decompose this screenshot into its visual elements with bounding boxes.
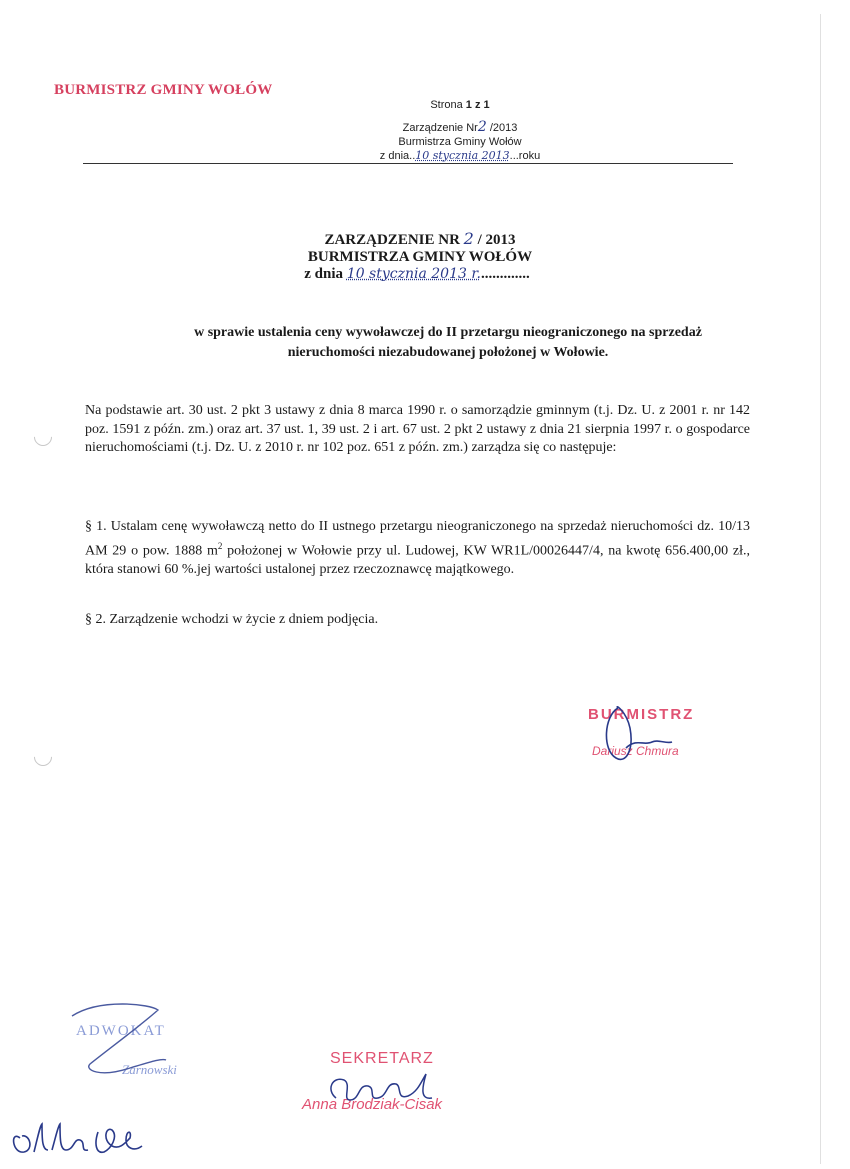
title-date-dots: ............. <box>480 266 530 282</box>
title-line-2: BURMISTRZA GMINY WOŁÓW <box>307 249 533 265</box>
sekretarz-stamp-title: SEKRETARZ <box>330 1050 434 1067</box>
punch-hole-top <box>30 424 55 449</box>
date-prefix: z dnia.. <box>379 150 416 162</box>
title-date-handwritten: 10 stycznia 2013 r. <box>346 266 481 282</box>
section-1-text-a: § 1. Ustalam cenę wywoławczą netto do II ustnego przetargu nieograniczonego na sprzedaż nieruchomości dz. 10/13 AM 29 o pow. 1888 m <box>85 519 750 559</box>
title-prefix: ZARZĄDZENIE NR <box>324 232 464 248</box>
area-unit-superscript: 2 <box>217 540 223 551</box>
page-header <box>250 98 670 163</box>
adwokat-stamp-name: Zarnowski <box>122 1062 177 1077</box>
section-1-text-b: położonej w Wołowie przy ul. Ludowej, KW WR1L/00026447/4, na kwotę 656.400,00 zł., która stanowi 60 %.jej wartości ustalonej przez rzeczoznawcę majątkowego. <box>85 543 750 577</box>
order-number-handwritten: 2 <box>477 119 487 135</box>
document-title <box>200 230 640 283</box>
order-prefix: Zarządzenie Nr <box>402 122 478 134</box>
title-suffix: / 2013 <box>473 232 516 248</box>
sekretarz-stamp-name: Anna Brodziak-Cisak <box>302 1096 443 1113</box>
page-number-line <box>250 98 670 112</box>
sekretarz-signature <box>322 1070 442 1120</box>
adwokat-signature <box>70 998 170 1088</box>
date-handwritten: 10 stycznia 2013 <box>415 149 510 162</box>
burmistrz-stamp-title: BURMISTRZ <box>588 706 695 723</box>
page-number: 1 z 1 <box>465 99 490 111</box>
subject-line-2: nieruchomości niezabudowanej położonej w Wołowie. <box>287 345 609 360</box>
issuer-line: Burmistrza Gminy Wołów <box>398 136 522 148</box>
page-edge <box>820 14 821 1164</box>
burmistrz-stamp-name: Dariusz Chmura <box>592 744 679 758</box>
date-suffix: ...roku <box>509 150 541 162</box>
initials-signature <box>8 1116 148 1161</box>
date-line <box>250 149 670 163</box>
stamp-header: BURMISTRZ GMINY WOŁÓW <box>54 82 273 98</box>
legal-basis-paragraph: Na podstawie art. 30 ust. 2 pkt 3 ustawy z dnia 8 marca 1990 r. o samorządzie gminnym (t.j. Dz. U. z 2001 r. nr 142 poz. 1591 z późn. zm.) oraz art. 37 ust. 1, 39 ust. 2 i art. 67 ust. 2 pkt 2 ustawy z dnia 21 sierpnia 1997 r. o gospodarce nieruchomościami (t.j. Dz. U. z 2010 r. nr 102 poz. 651 z późn. zm.) zarządza się co następuje: <box>85 403 750 455</box>
section-2-paragraph: § 2. Zarządzenie wchodzi w życie z dniem podjęcia. <box>85 612 379 627</box>
title-line-1 <box>200 230 640 249</box>
order-suffix: /2013 <box>486 122 518 134</box>
punch-hole-bottom <box>30 744 55 769</box>
adwokat-stamp-title: ADWOKAT <box>76 1023 166 1039</box>
subject <box>138 323 758 363</box>
order-number-line <box>250 120 670 135</box>
title-line-3 <box>194 266 640 283</box>
page-prefix: Strona <box>430 99 466 111</box>
title-number-handwritten: 2 <box>463 229 474 248</box>
title-date-prefix: z dnia <box>304 266 347 282</box>
subject-line-1: w sprawie ustalenia ceny wywoławczej do II przetargu nieograniczonego na sprzedaż <box>194 325 702 340</box>
header-rule <box>83 163 733 164</box>
burmistrz-signature <box>596 698 676 768</box>
section-1-paragraph <box>85 518 750 579</box>
